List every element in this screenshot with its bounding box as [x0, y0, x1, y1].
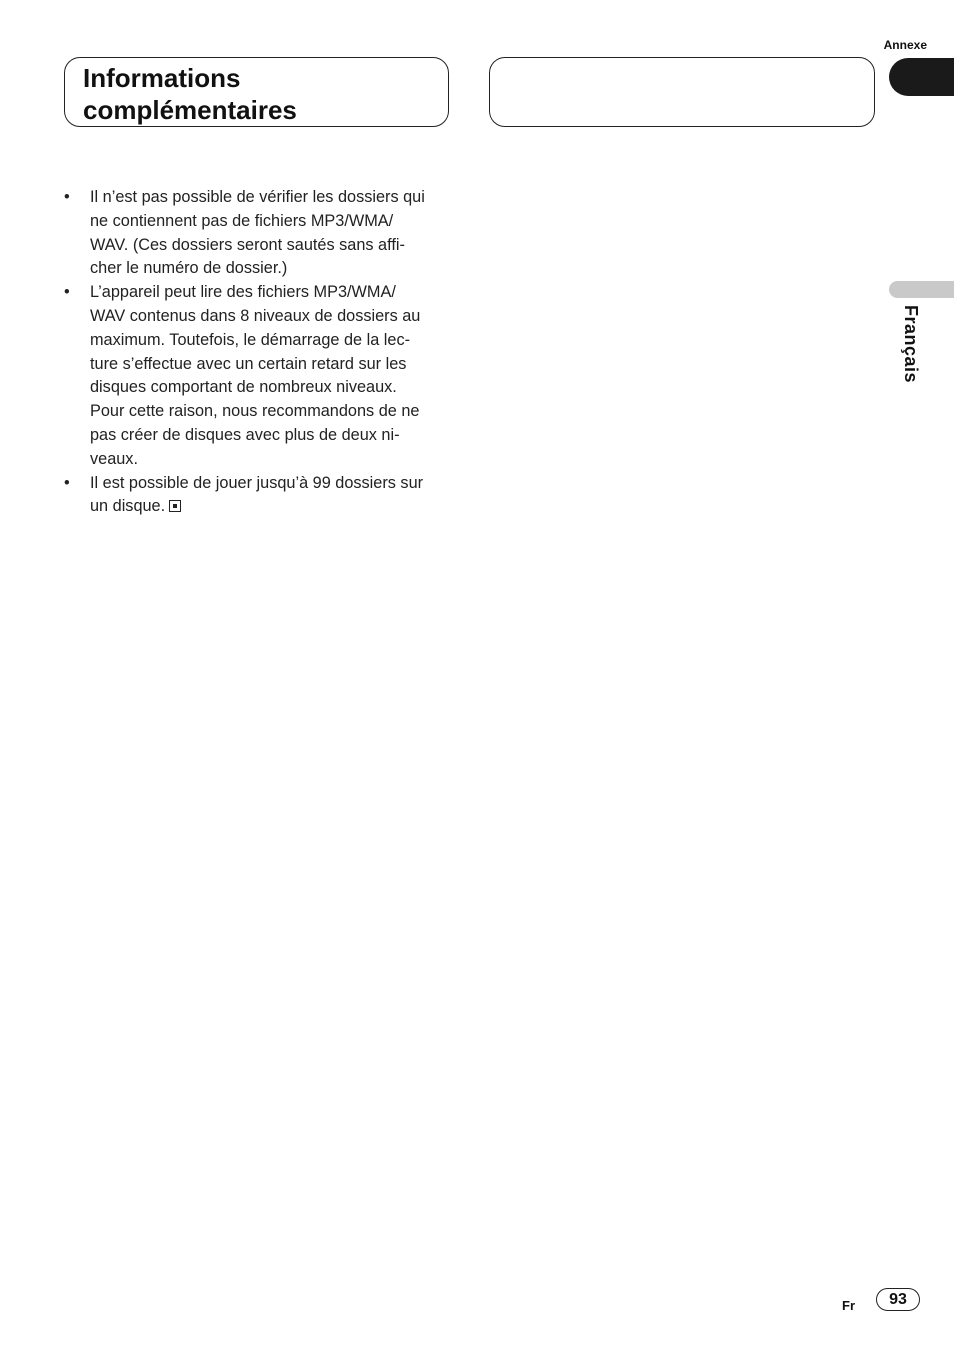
section-label: Annexe: [883, 38, 927, 52]
page-title-box: [64, 57, 449, 127]
language-label: Français: [901, 305, 921, 384]
section-tab-marker: [889, 58, 954, 96]
header-empty-box: [489, 57, 875, 127]
bullet-list: [62, 186, 454, 519]
bullet-item: [62, 186, 454, 281]
language-tab-marker: [889, 281, 954, 298]
bullet-text: Il n’est pas possible de vérifier les dossiers qui ne contiennent pas de fichiers MP3/WMA/ WAV. (Ces dossiers seront sautés sans affi- cher le numéro de dossier.): [90, 188, 425, 278]
bullet-marker: •: [64, 188, 70, 206]
bullet-text: Il est possible de jouer jusqu’à 99 dossiers sur un disque.: [90, 473, 424, 516]
bullet-text: L’appareil peut lire des fichiers MP3/WMA/ WAV contenus dans 8 niveaux de dossiers au maximum. Toutefois, le démarrage de la lec- ture s’effectue avec un certain retard sur les disques comportant de nombreux niveaux. Pour cette raison, nous recommandons de ne pas créer de disques avec plus de deux ni- veaux.: [90, 283, 421, 468]
footer-language-code: Fr: [842, 1298, 855, 1313]
bullet-item: [62, 281, 454, 471]
end-of-section-icon: [169, 500, 181, 512]
bullet-item: [62, 472, 454, 520]
page-number: 93: [876, 1288, 920, 1311]
bullet-marker: •: [64, 473, 70, 492]
page-title-line-1: Informations: [83, 63, 241, 93]
bullet-marker: •: [64, 283, 70, 302]
page-title-line-2: complémentaires: [83, 95, 297, 125]
page-title: [83, 62, 430, 126]
